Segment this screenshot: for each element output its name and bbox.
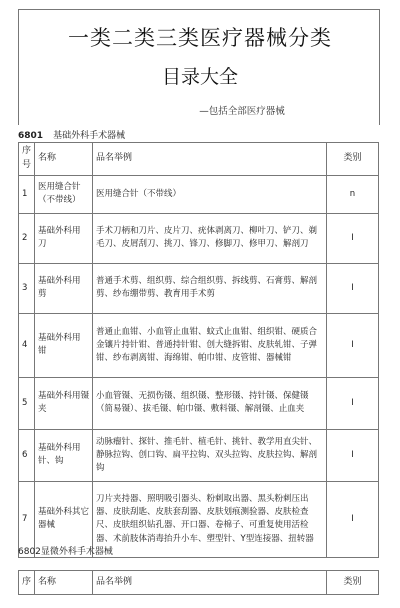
table-row	[19, 263, 379, 313]
row-class: I	[327, 213, 379, 263]
category-table-6801	[18, 142, 379, 558]
row-name: 基础外科用针、钩	[35, 429, 93, 481]
row-seq: 2	[19, 213, 35, 263]
row-examples: 普通止血钳、小血管止血钳、蚊式止血钳、组织钳、硬质合金镶片持针钳、普通持针钳、创大缝拆钳、皮肤轧钳、子弹钳、纱布剥离钳、海绵钳、帕巾钳、皮管钳、器械钳	[93, 313, 327, 377]
section-code: 6801	[18, 131, 44, 141]
row-examples: 小血管镊、无损伤镊、组织镊、整形镊、持针镊、保健镊（简易镊）、拔毛镊、帕巾镊、敷料镊、解剖镊、止血夹	[93, 377, 327, 429]
table-row	[19, 175, 379, 213]
row-seq: 6	[19, 429, 35, 481]
row-examples: 刀片夹持器、照明吸引器头、粉刺取出器、黑头粉刺压出器、皮肤刮匙、皮肤套刮器、皮肤划痕测验器、皮肤检查尺、皮肤组织钻孔器、开口器、卷棉子、可重复使用活检器、术前肢体消毒抬升小车、塑型针、Y型连接器、扭转器	[93, 481, 327, 557]
row-examples: 动脉瘤针、探针、推毛针、植毛针、挑针、教学用直尖针、静脉拉钩、创口钩、扁平拉钩、双头拉钩、皮肤拉钩、解剖钩	[93, 429, 327, 481]
row-class: I	[327, 481, 379, 557]
header-class: 类别	[327, 143, 379, 176]
row-class: I	[327, 263, 379, 313]
table-row	[19, 313, 379, 377]
row-name: 基础外科其它器械	[35, 481, 93, 557]
row-seq: 1	[19, 175, 35, 213]
row-class: I	[327, 313, 379, 377]
document-subtitle: —包括全部医疗器械	[199, 106, 285, 117]
header-seq: 序	[19, 571, 35, 595]
row-examples: 手术刀柄和刀片、皮片刀、疣体剥离刀、柳叶刀、铲刀、剃毛刀、皮屑刮刀、挑刀、锋刀、修脚刀、修甲刀、解剖刀	[93, 213, 327, 263]
header-name: 名称	[35, 143, 93, 176]
table-row	[19, 213, 379, 263]
row-seq: 7	[19, 481, 35, 557]
section-heading-6802	[18, 544, 113, 557]
row-class: I	[327, 377, 379, 429]
row-seq: 3	[19, 263, 35, 313]
row-examples: 医用缝合针（不带线）	[93, 175, 327, 213]
table-row	[19, 429, 379, 481]
row-name: 基础外科用 刀	[35, 213, 93, 263]
row-seq: 5	[19, 377, 35, 429]
table-header-row	[19, 571, 379, 595]
header-seq: 序号	[19, 143, 35, 176]
header-class: 类别	[327, 571, 379, 595]
category-table-6802	[18, 570, 379, 595]
table-row	[19, 377, 379, 429]
document-title: 一类二类三类医疗器械分类	[68, 26, 332, 50]
section-code: 6802	[18, 547, 41, 557]
table-header-row	[19, 143, 379, 176]
row-class: I	[327, 429, 379, 481]
section-name: 基础外科手术器械	[53, 131, 126, 141]
header-name: 名称	[35, 571, 93, 595]
section-name: 显微外科手术器械	[40, 547, 113, 557]
row-name: 基础外科用 剪	[35, 263, 93, 313]
header-examples: 品名举例	[93, 571, 327, 595]
row-class: n	[327, 175, 379, 213]
header-examples: 品名举例	[93, 143, 327, 176]
row-examples: 普通手术剪、组织剪、综合组织剪、拆线剪、石膏剪、解剖剪、纱布绷带剪、教育用手术剪	[93, 263, 327, 313]
row-name: 基础外科用镊夹	[35, 377, 93, 429]
row-seq: 4	[19, 313, 35, 377]
document-title-line2: 目录大全	[161, 66, 238, 88]
row-name: 医用缝合针（不带线）	[35, 175, 93, 213]
section-heading-6801	[18, 128, 125, 141]
row-name: 基础外科用 钳	[35, 313, 93, 377]
